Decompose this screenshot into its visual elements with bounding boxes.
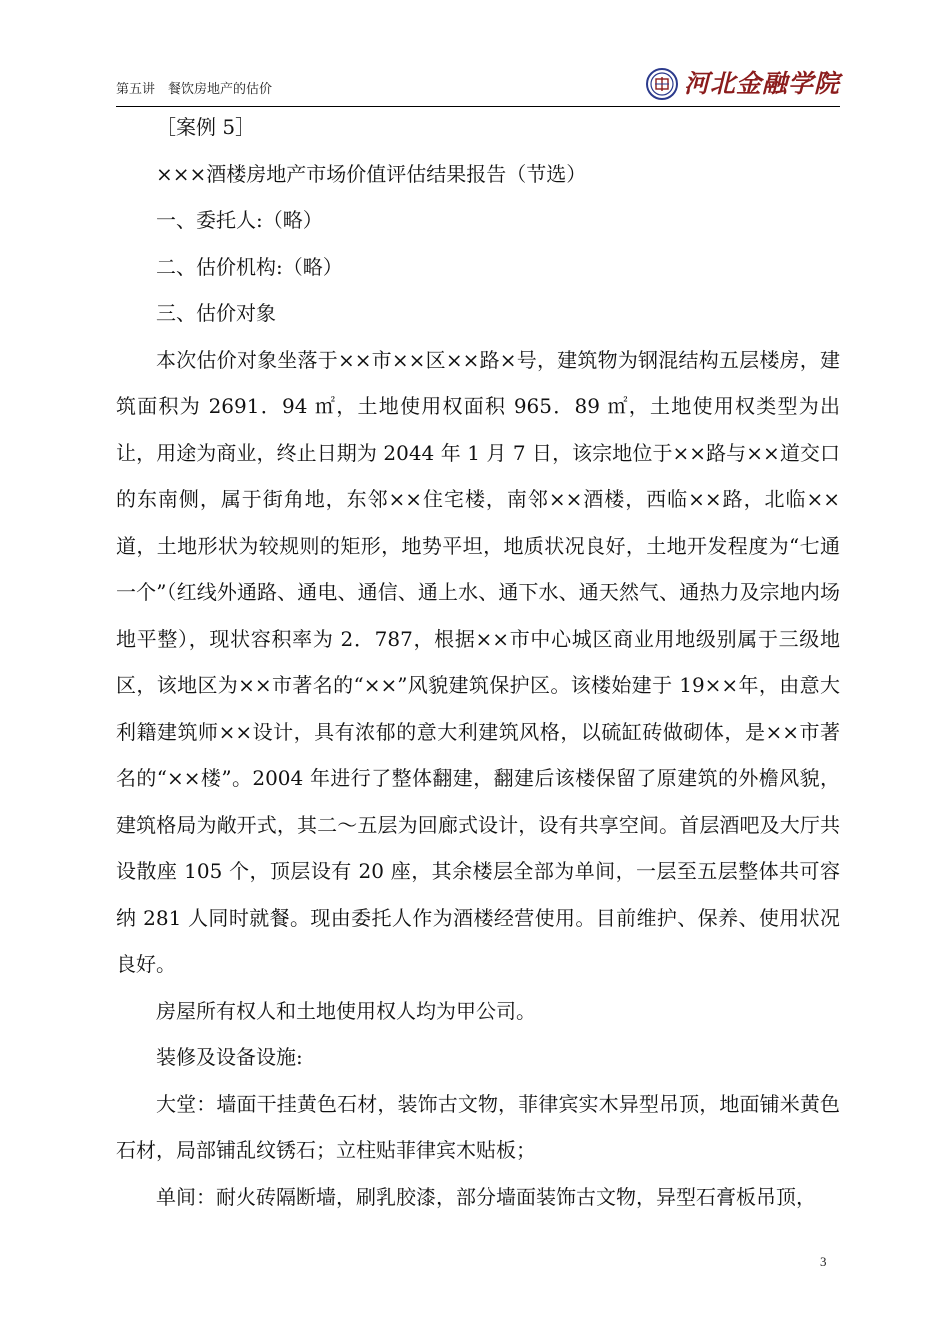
header-title: 第五讲 餐饮房地产的估价 [116,82,273,97]
decoration-heading: 装修及设备设施: [156,1045,303,1069]
private-room-paragraph: 单间：耐火砖隔断墙，刷乳胶漆，部分墙面装饰古文物，异型石膏板吊顶， [156,1184,816,1209]
page-header [116,68,840,104]
section-agency: 二、估价机构:（略） [156,254,343,279]
logo-text: 河北金融学院 [683,69,840,98]
document-body [116,104,840,1220]
lobby-paragraph: 大堂：墙面干挂黄色石材，装饰古文物，菲律宾实木异型吊顶，地面铺米黄色石材，局部铺乱纹锈石；立柱贴菲律宾木贴板； [116,1091,840,1162]
university-logo [646,68,840,100]
section-client: 一、委托人:（略） [156,208,323,232]
object-description-paragraph: 本次估价对象坐落于××市××区××路×号，建筑物为钢混结构五层楼房，建筑面积为 2691．94 ㎡，土地使用权面积 965．89 ㎡，土地使用权类型为出让，用途为商业，终止日期为 2044 年 1 月 7 日，该宗地位于××路与××道交口的东南侧，属于街角地，东邻××住宅楼，南邻××酒楼，西临××路，北临××道，土地形状为较规则的矩形，地势平坦，地质状况良好，土地开发程度为“七通一个”（红线外通路、通电、通信、通上水、通下水、通天然气、通热力及宗地内场地平整），现状容积率为 2．787，根据××市中心城区商业用地级别属于三级地区，该地区为××市著名的“××”风貌建筑保护区。该楼始建于 19××年，由意大利籍建筑师××设计，具有浓郁的意大利建筑风格，以硫缸砖做砌体，是××市著名的“××楼”。2004 年进行了整体翻建，翻建后该楼保留了原建筑的外檐风貌，建筑格局为敞开式，其二～五层为回廊式设计，设有共享空间。首层酒吧及大厅共设散座 105 个，顶层设有 20 座，其余楼层全部为单间，一层至五层整体共可容纳 281 人同时就餐。现由委托人作为酒楼经营使用。目前维护、保养、使用状况良好。 [116,347,840,976]
section-object-heading: 三、估价对象 [156,301,276,325]
report-title: ×××酒楼房地产市场价值评估结果报告（节选） [156,161,587,186]
case-label: ［案例 5］ [156,115,256,139]
ownership-paragraph: 房屋所有权人和土地使用权人均为甲公司。 [156,998,536,1023]
page-number: 3 [820,1254,827,1269]
seal-icon [646,68,678,100]
